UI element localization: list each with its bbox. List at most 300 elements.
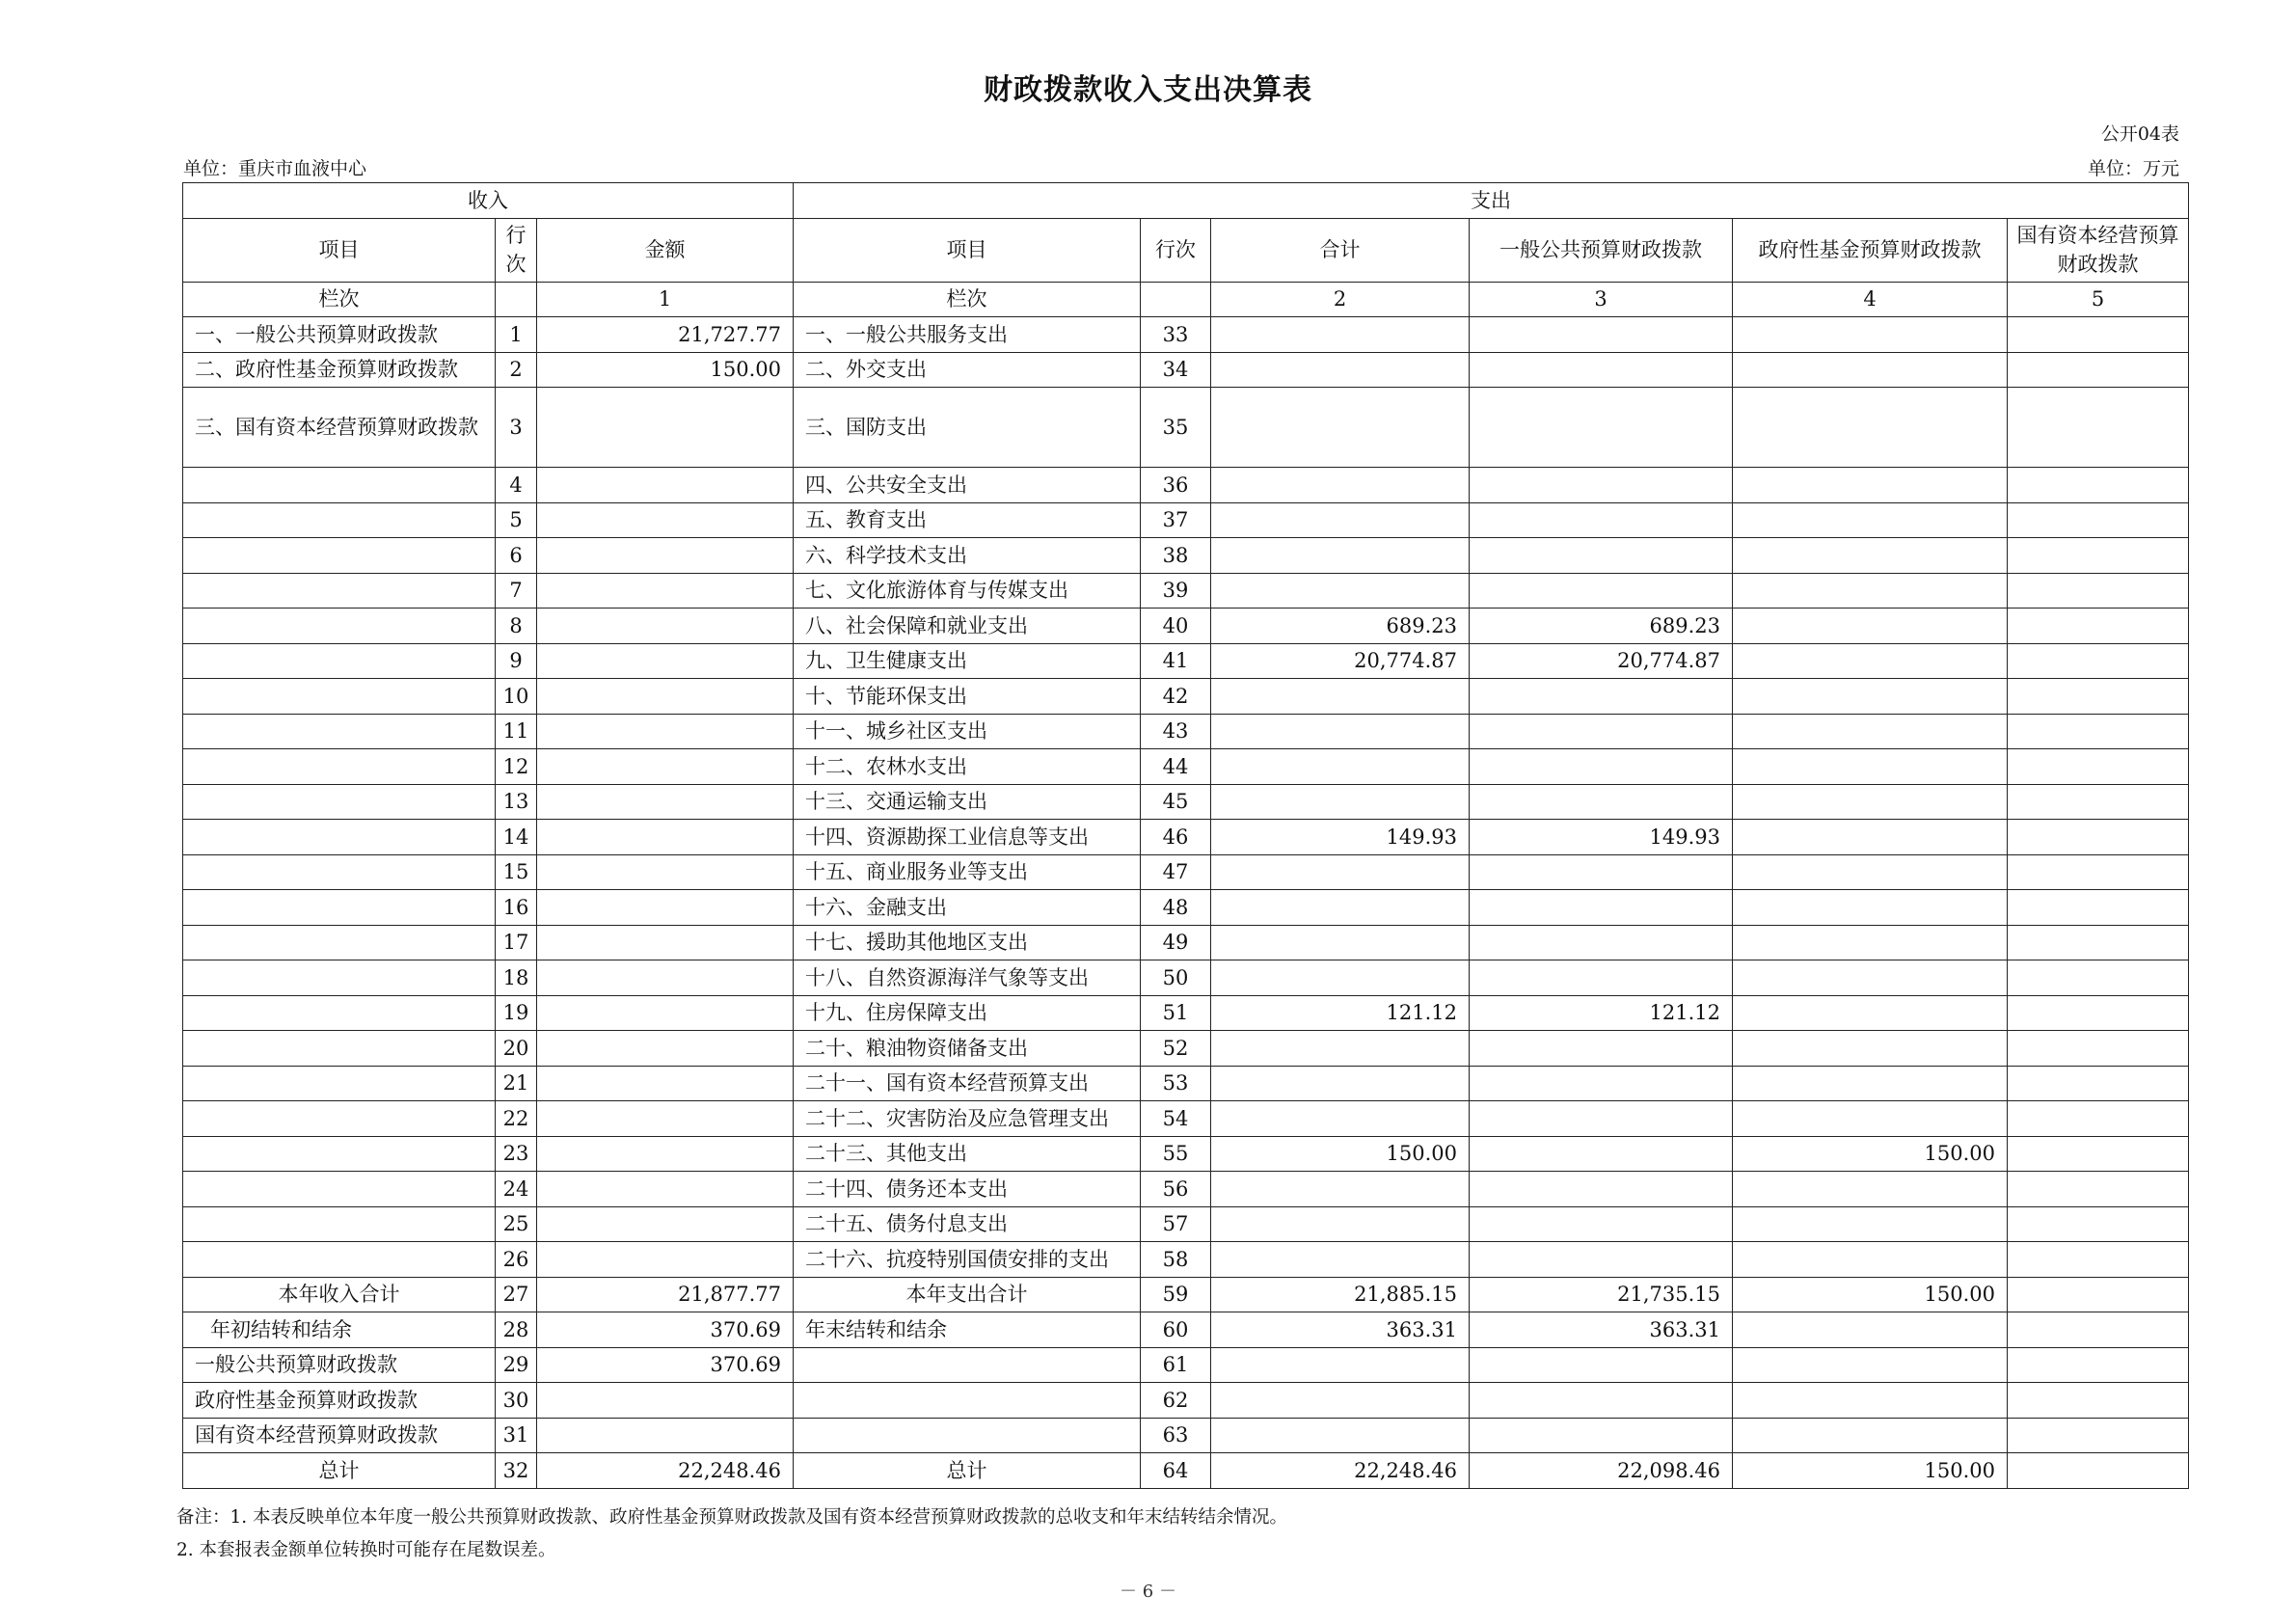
expense-item-cell	[794, 1347, 1141, 1383]
page-number: － 6 －	[1120, 1582, 1176, 1602]
income-row-no-cell: 22	[496, 1101, 537, 1137]
expense-item-cell: 二、外交支出	[794, 352, 1141, 388]
income-item-cell	[183, 609, 496, 644]
gov-fund-amount-cell	[1733, 995, 2008, 1031]
income-amount-cell	[537, 1136, 794, 1172]
expense-row-no-cell: 63	[1141, 1418, 1211, 1453]
income-item-cell	[183, 714, 496, 749]
state-capital-amount-cell	[2008, 1383, 2189, 1419]
gov-fund-amount-cell	[1733, 317, 2008, 353]
general-budget-amount-cell	[1470, 352, 1733, 388]
general-budget-amount-cell: 363.31	[1470, 1312, 1733, 1348]
expense-item-cell	[794, 1418, 1141, 1453]
table-row	[183, 1312, 2189, 1348]
income-amount-cell	[537, 643, 794, 679]
income-item-cell	[183, 925, 496, 960]
gov-fund-amount-cell	[1733, 679, 2008, 715]
general-budget-amount-cell: 149.93	[1470, 820, 1733, 855]
income-amount-cell	[537, 1418, 794, 1453]
table-row	[183, 1066, 2189, 1101]
income-row-no-cell: 26	[496, 1242, 537, 1278]
income-amount-cell	[537, 925, 794, 960]
gov-fund-header: 政府性基金预算财政拨款	[1733, 218, 2008, 282]
column-index-2: 2	[1211, 282, 1470, 317]
gov-fund-amount-cell	[1733, 820, 2008, 855]
state-capital-amount-cell	[2008, 317, 2189, 353]
gov-fund-amount-cell: 150.00	[1733, 1136, 2008, 1172]
expense-item-cell: 十九、住房保障支出	[794, 995, 1141, 1031]
gov-fund-amount-cell	[1733, 1172, 2008, 1207]
expense-row-no-cell: 52	[1141, 1031, 1211, 1067]
income-row-no-cell: 4	[496, 468, 537, 503]
expense-item-cell: 二十四、债务还本支出	[794, 1172, 1141, 1207]
table-row	[183, 317, 2189, 353]
income-section-header: 收入	[183, 183, 794, 219]
expense-item-cell: 本年支出合计	[794, 1277, 1141, 1312]
total-amount-cell: 150.00	[1211, 1136, 1470, 1172]
gov-fund-amount-cell	[1733, 1206, 2008, 1242]
general-budget-amount-cell	[1470, 925, 1733, 960]
total-amount-cell	[1211, 1031, 1470, 1067]
table-row	[183, 643, 2189, 679]
column-label: 栏次	[183, 282, 496, 317]
income-amount-cell: 22,248.46	[537, 1453, 794, 1489]
income-row-no-cell: 15	[496, 854, 537, 890]
table-row	[183, 1206, 2189, 1242]
total-amount-cell	[1211, 388, 1470, 468]
expense-row-no-cell: 35	[1141, 388, 1211, 468]
general-budget-amount-cell: 20,774.87	[1470, 643, 1733, 679]
income-row-no-cell: 8	[496, 609, 537, 644]
table-row	[183, 714, 2189, 749]
table-row	[183, 1101, 2189, 1137]
expense-row-no-header: 行次	[1141, 218, 1211, 282]
general-budget-amount-cell	[1470, 388, 1733, 468]
gov-fund-amount-cell: 150.00	[1733, 1453, 2008, 1489]
income-amount-cell: 150.00	[537, 352, 794, 388]
table-row	[183, 820, 2189, 855]
expense-item-cell: 二十、粮油物资储备支出	[794, 1031, 1141, 1067]
income-item-cell	[183, 960, 496, 996]
gov-fund-amount-cell	[1733, 784, 2008, 820]
income-item-cell	[183, 1101, 496, 1137]
empty-cell	[1141, 282, 1211, 317]
expense-item-cell: 三、国防支出	[794, 388, 1141, 468]
expense-row-no-cell: 45	[1141, 784, 1211, 820]
total-amount-cell	[1211, 502, 1470, 538]
income-amount-cell	[537, 388, 794, 468]
state-capital-amount-cell	[2008, 1312, 2189, 1348]
table-row	[183, 749, 2189, 785]
expense-row-no-cell: 43	[1141, 714, 1211, 749]
state-capital-amount-cell	[2008, 573, 2189, 609]
general-budget-amount-cell	[1470, 890, 1733, 926]
state-capital-amount-cell	[2008, 784, 2189, 820]
expense-row-no-cell: 54	[1141, 1101, 1211, 1137]
currency-unit: 单位：万元	[2087, 158, 2179, 179]
total-amount-cell	[1211, 538, 1470, 574]
income-row-no-cell: 31	[496, 1418, 537, 1453]
general-budget-amount-cell	[1470, 468, 1733, 503]
state-capital-header: 国有资本经营预算财政拨款	[2008, 218, 2189, 282]
income-row-no-header: 行次	[496, 218, 537, 282]
income-item-cell: 二、政府性基金预算财政拨款	[183, 352, 496, 388]
income-row-no-cell: 7	[496, 573, 537, 609]
income-amount-cell	[537, 1242, 794, 1278]
gov-fund-amount-cell	[1733, 352, 2008, 388]
income-amount-cell	[537, 1172, 794, 1207]
expense-item-cell: 六、科学技术支出	[794, 538, 1141, 574]
general-budget-amount-cell	[1470, 749, 1733, 785]
table-row	[183, 784, 2189, 820]
income-row-no-cell: 28	[496, 1312, 537, 1348]
expense-item-cell: 二十二、灾害防治及应急管理支出	[794, 1101, 1141, 1137]
expense-item-cell: 十一、城乡社区支出	[794, 714, 1141, 749]
state-capital-amount-cell	[2008, 995, 2189, 1031]
expense-row-no-cell: 46	[1141, 820, 1211, 855]
income-row-no-cell: 19	[496, 995, 537, 1031]
table-row	[183, 1031, 2189, 1067]
income-row-no-cell: 2	[496, 352, 537, 388]
income-amount-cell	[537, 995, 794, 1031]
income-amount-cell	[537, 573, 794, 609]
income-row-no-cell: 5	[496, 502, 537, 538]
expense-item-cell: 十五、商业服务业等支出	[794, 854, 1141, 890]
expense-row-no-cell: 37	[1141, 502, 1211, 538]
income-item-cell	[183, 538, 496, 574]
income-row-no-cell: 21	[496, 1066, 537, 1101]
income-amount-cell	[537, 960, 794, 996]
general-budget-amount-cell	[1470, 317, 1733, 353]
general-budget-amount-cell: 121.12	[1470, 995, 1733, 1031]
income-amount-cell	[537, 854, 794, 890]
footnote-2: 2. 本套报表金额单位转换时可能存在尾数误差。	[176, 1540, 556, 1560]
general-budget-amount-cell	[1470, 1242, 1733, 1278]
expense-item-cell: 五、教育支出	[794, 502, 1141, 538]
total-amount-cell: 121.12	[1211, 995, 1470, 1031]
general-budget-amount-cell	[1470, 1172, 1733, 1207]
table-row	[183, 854, 2189, 890]
total-amount-cell	[1211, 1242, 1470, 1278]
expense-row-no-cell: 58	[1141, 1242, 1211, 1278]
total-amount-cell	[1211, 854, 1470, 890]
income-row-no-cell: 24	[496, 1172, 537, 1207]
income-amount-cell	[537, 679, 794, 715]
gov-fund-amount-cell	[1733, 388, 2008, 468]
expense-row-no-cell: 50	[1141, 960, 1211, 996]
expense-row-no-cell: 49	[1141, 925, 1211, 960]
income-item-cell	[183, 1031, 496, 1067]
total-amount-cell	[1211, 1347, 1470, 1383]
gov-fund-amount-cell	[1733, 890, 2008, 926]
income-row-no-cell: 1	[496, 317, 537, 353]
general-budget-amount-cell	[1470, 1347, 1733, 1383]
total-amount-cell: 363.31	[1211, 1312, 1470, 1348]
expense-item-cell: 总计	[794, 1453, 1141, 1489]
expense-row-no-cell: 47	[1141, 854, 1211, 890]
general-budget-amount-cell	[1470, 960, 1733, 996]
state-capital-amount-cell	[2008, 679, 2189, 715]
column-label: 栏次	[794, 282, 1141, 317]
income-item-cell	[183, 784, 496, 820]
state-capital-amount-cell	[2008, 1206, 2189, 1242]
column-index-3: 3	[1470, 282, 1733, 317]
general-budget-amount-cell	[1470, 1066, 1733, 1101]
income-row-no-cell: 10	[496, 679, 537, 715]
expense-row-no-cell: 48	[1141, 890, 1211, 926]
expense-item-cell: 十七、援助其他地区支出	[794, 925, 1141, 960]
expense-row-no-cell: 56	[1141, 1172, 1211, 1207]
income-amount-cell	[537, 1206, 794, 1242]
income-amount-cell	[537, 538, 794, 574]
gov-fund-amount-cell	[1733, 468, 2008, 503]
total-amount-cell: 20,774.87	[1211, 643, 1470, 679]
expense-item-cell: 十八、自然资源海洋气象等支出	[794, 960, 1141, 996]
total-amount-cell	[1211, 317, 1470, 353]
income-row-no-cell: 14	[496, 820, 537, 855]
expense-row-no-cell: 41	[1141, 643, 1211, 679]
table-row	[183, 1418, 2189, 1453]
state-capital-amount-cell	[2008, 352, 2189, 388]
table-row	[183, 1453, 2189, 1489]
income-amount-cell	[537, 1031, 794, 1067]
table-row	[183, 538, 2189, 574]
expense-item-cell: 十三、交通运输支出	[794, 784, 1141, 820]
footnote-1: 备注：1. 本表反映单位本年度一般公共预算财政拨款、政府性基金预算财政拨款及国有资本经营预算财政拨款的总收支和年末结转结余情况。	[176, 1507, 1288, 1528]
total-amount-cell	[1211, 1418, 1470, 1453]
income-amount-header: 金额	[537, 218, 794, 282]
section-header-row	[183, 183, 2189, 219]
table-row	[183, 1383, 2189, 1419]
income-item-cell	[183, 749, 496, 785]
expense-item-cell: 十六、金融支出	[794, 890, 1141, 926]
income-amount-cell: 370.69	[537, 1312, 794, 1348]
expense-item-cell: 年末结转和结余	[794, 1312, 1141, 1348]
gov-fund-amount-cell	[1733, 1242, 2008, 1278]
column-header-row	[183, 218, 2189, 282]
general-budget-amount-cell	[1470, 1101, 1733, 1137]
state-capital-amount-cell	[2008, 890, 2189, 926]
expense-item-cell: 二十五、债务付息支出	[794, 1206, 1141, 1242]
expense-row-no-cell: 39	[1141, 573, 1211, 609]
expense-item-cell: 八、社会保障和就业支出	[794, 609, 1141, 644]
state-capital-amount-cell	[2008, 1136, 2189, 1172]
gov-fund-amount-cell	[1733, 1347, 2008, 1383]
income-item-cell: 一、一般公共预算财政拨款	[183, 317, 496, 353]
income-row-no-cell: 25	[496, 1206, 537, 1242]
expense-row-no-cell: 59	[1141, 1277, 1211, 1312]
footnotes	[176, 1501, 1287, 1567]
income-item-cell: 政府性基金预算财政拨款	[183, 1383, 496, 1419]
general-budget-amount-cell	[1470, 679, 1733, 715]
total-amount-cell	[1211, 714, 1470, 749]
gov-fund-amount-cell	[1733, 1418, 2008, 1453]
table-row	[183, 468, 2189, 503]
income-item-cell: 一般公共预算财政拨款	[183, 1347, 496, 1383]
general-budget-amount-cell	[1470, 1031, 1733, 1067]
gov-fund-amount-cell: 150.00	[1733, 1277, 2008, 1312]
income-item-cell	[183, 1136, 496, 1172]
income-amount-cell	[537, 714, 794, 749]
expense-row-no-cell: 62	[1141, 1383, 1211, 1419]
state-capital-amount-cell	[2008, 749, 2189, 785]
expense-row-no-cell: 44	[1141, 749, 1211, 785]
state-capital-amount-cell	[2008, 714, 2189, 749]
state-capital-amount-cell	[2008, 1347, 2189, 1383]
income-item-cell	[183, 573, 496, 609]
income-row-no-cell: 9	[496, 643, 537, 679]
general-budget-amount-cell	[1470, 573, 1733, 609]
income-row-no-cell: 12	[496, 749, 537, 785]
expense-item-cell: 四、公共安全支出	[794, 468, 1141, 503]
expense-row-no-cell: 34	[1141, 352, 1211, 388]
total-amount-cell: 689.23	[1211, 609, 1470, 644]
total-amount-cell	[1211, 352, 1470, 388]
gov-fund-amount-cell	[1733, 538, 2008, 574]
general-budget-amount-cell: 21,735.15	[1470, 1277, 1733, 1312]
state-capital-amount-cell	[2008, 1277, 2189, 1312]
expense-row-no-cell: 40	[1141, 609, 1211, 644]
income-row-no-cell: 6	[496, 538, 537, 574]
income-row-no-cell: 30	[496, 1383, 537, 1419]
column-index-5: 5	[2008, 282, 2189, 317]
expense-row-no-cell: 64	[1141, 1453, 1211, 1489]
income-item-cell: 三、国有资本经营预算财政拨款	[183, 388, 496, 468]
general-budget-amount-cell	[1470, 1206, 1733, 1242]
income-row-no-cell: 32	[496, 1453, 537, 1489]
expense-item-cell: 七、文化旅游体育与传媒支出	[794, 573, 1141, 609]
expense-item-cell: 九、卫生健康支出	[794, 643, 1141, 679]
expense-row-no-cell: 36	[1141, 468, 1211, 503]
income-amount-cell	[537, 468, 794, 503]
state-capital-amount-cell	[2008, 388, 2189, 468]
general-budget-amount-cell	[1470, 1418, 1733, 1453]
gov-fund-amount-cell	[1733, 502, 2008, 538]
state-capital-amount-cell	[2008, 1101, 2189, 1137]
income-amount-cell	[537, 609, 794, 644]
expense-row-no-cell: 51	[1141, 995, 1211, 1031]
reporting-unit: 单位：重庆市血液中心	[183, 158, 367, 179]
state-capital-amount-cell	[2008, 1066, 2189, 1101]
total-amount-cell: 21,885.15	[1211, 1277, 1470, 1312]
state-capital-amount-cell	[2008, 643, 2189, 679]
income-amount-cell: 21,877.77	[537, 1277, 794, 1312]
table-row	[183, 1136, 2189, 1172]
state-capital-amount-cell	[2008, 538, 2189, 574]
total-amount-cell	[1211, 1383, 1470, 1419]
general-budget-amount-cell	[1470, 854, 1733, 890]
gov-fund-amount-cell	[1733, 749, 2008, 785]
expense-item-header: 项目	[794, 218, 1141, 282]
general-budget-amount-cell: 22,098.46	[1470, 1453, 1733, 1489]
table-row	[183, 960, 2189, 996]
table-row	[183, 1242, 2189, 1278]
state-capital-amount-cell	[2008, 960, 2189, 996]
income-amount-cell: 370.69	[537, 1347, 794, 1383]
state-capital-amount-cell	[2008, 1242, 2189, 1278]
column-index-1: 1	[537, 282, 794, 317]
income-row-no-cell: 29	[496, 1347, 537, 1383]
income-item-cell	[183, 468, 496, 503]
total-amount-cell	[1211, 749, 1470, 785]
income-amount-cell	[537, 749, 794, 785]
table-row	[183, 352, 2189, 388]
general-budget-amount-cell	[1470, 1383, 1733, 1419]
expense-item-cell: 一、一般公共服务支出	[794, 317, 1141, 353]
income-item-cell	[183, 995, 496, 1031]
general-budget-amount-cell	[1470, 714, 1733, 749]
income-amount-cell: 21,727.77	[537, 317, 794, 353]
income-row-no-cell: 17	[496, 925, 537, 960]
income-item-cell	[183, 643, 496, 679]
income-item-cell	[183, 1172, 496, 1207]
income-amount-cell	[537, 1066, 794, 1101]
expense-row-no-cell: 38	[1141, 538, 1211, 574]
total-amount-cell	[1211, 1101, 1470, 1137]
table-row	[183, 1277, 2189, 1312]
gov-fund-amount-cell	[1733, 925, 2008, 960]
fiscal-appropriation-table	[182, 182, 2189, 1489]
income-amount-cell	[537, 890, 794, 926]
state-capital-amount-cell	[2008, 468, 2189, 503]
income-amount-cell	[537, 1101, 794, 1137]
gov-fund-amount-cell	[1733, 643, 2008, 679]
total-amount-cell	[1211, 573, 1470, 609]
income-row-no-cell: 18	[496, 960, 537, 996]
gov-fund-amount-cell	[1733, 609, 2008, 644]
state-capital-amount-cell	[2008, 925, 2189, 960]
general-budget-amount-cell	[1470, 502, 1733, 538]
table-row	[183, 388, 2189, 468]
total-amount-cell	[1211, 925, 1470, 960]
page-title: 财政拨款收入支出决算表	[984, 73, 1312, 107]
income-row-no-cell: 3	[496, 388, 537, 468]
expense-row-no-cell: 60	[1141, 1312, 1211, 1348]
total-amount-cell	[1211, 960, 1470, 996]
gov-fund-amount-cell	[1733, 960, 2008, 996]
gov-fund-amount-cell	[1733, 1031, 2008, 1067]
expense-item-cell: 十四、资源勘探工业信息等支出	[794, 820, 1141, 855]
total-amount-cell	[1211, 1172, 1470, 1207]
empty-cell	[496, 282, 537, 317]
table-row	[183, 573, 2189, 609]
expense-row-no-cell: 55	[1141, 1136, 1211, 1172]
income-amount-cell	[537, 820, 794, 855]
income-item-cell	[183, 502, 496, 538]
income-item-cell: 总计	[183, 1453, 496, 1489]
income-item-cell: 国有资本经营预算财政拨款	[183, 1418, 496, 1453]
gov-fund-amount-cell	[1733, 854, 2008, 890]
total-amount-cell	[1211, 468, 1470, 503]
total-amount-cell	[1211, 679, 1470, 715]
income-item-cell: 年初结转和结余	[183, 1312, 496, 1348]
income-item-cell: 本年收入合计	[183, 1277, 496, 1312]
total-amount-cell: 22,248.46	[1211, 1453, 1470, 1489]
total-amount-cell	[1211, 784, 1470, 820]
column-index-4: 4	[1733, 282, 2008, 317]
income-amount-cell	[537, 502, 794, 538]
income-item-cell	[183, 1242, 496, 1278]
expense-item-cell: 十二、农林水支出	[794, 749, 1141, 785]
income-item-cell	[183, 679, 496, 715]
total-amount-cell: 149.93	[1211, 820, 1470, 855]
income-row-no-cell: 23	[496, 1136, 537, 1172]
income-row-no-cell: 13	[496, 784, 537, 820]
expense-item-cell: 二十六、抗疫特别国债安排的支出	[794, 1242, 1141, 1278]
state-capital-amount-cell	[2008, 1031, 2189, 1067]
table-row	[183, 502, 2189, 538]
table-row	[183, 925, 2189, 960]
